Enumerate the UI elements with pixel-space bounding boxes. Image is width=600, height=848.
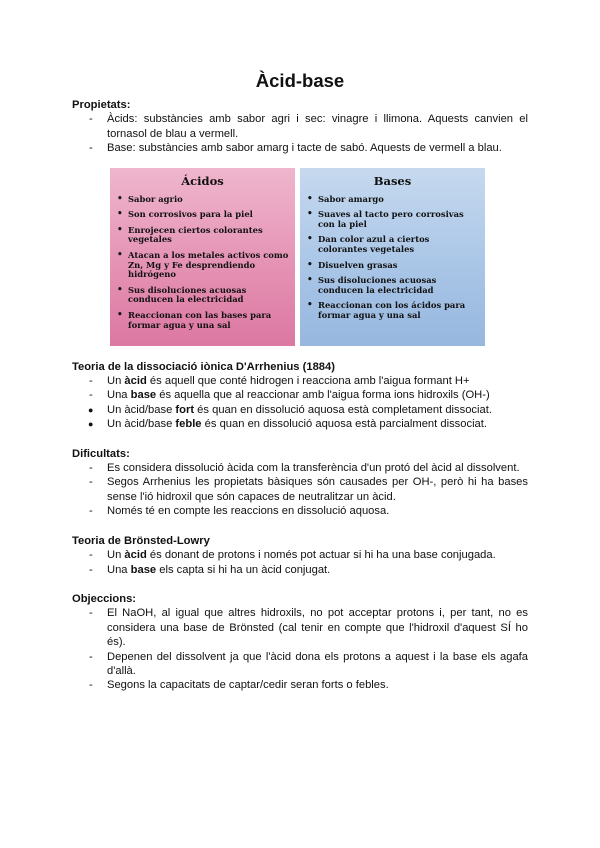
section-heading-propietats: Propietats: bbox=[72, 99, 131, 111]
list-item: - Segons la capacitats de captar/cedir seran forts o febles. bbox=[89, 679, 389, 692]
list-item: ● Un àcid/base feble és quan en dissolució aquosa està parcialment dissociat. bbox=[88, 418, 487, 431]
acidos-item: • Atacan a los metales activos como Zn, Mg y Fe desprendiendo hidrógeno bbox=[116, 251, 289, 280]
list-item: - Només té en compte les reaccions en dissolució aquosa. bbox=[89, 505, 390, 518]
list-item-text: Només té en compte les reaccions en dissolució aquosa. bbox=[107, 505, 390, 518]
list-item-text: El NaOH, al igual que altres hidroxils, no pot acceptar protons i, per tant, no es considera una base de Brönsted (cal tenir en compte que l'hidroxil d'aquest SÍ ho és). bbox=[107, 607, 528, 649]
text-run: és quan en dissolució aquosa està parcialment dissociat. bbox=[201, 418, 487, 431]
list-item-text: Segos Arrhenius les propietats bàsiques són causades per OH-, però hi ha bases sense l'ió hidroxil que són capaces de neutralitzar un àcid. bbox=[107, 476, 528, 503]
text-run: Una bbox=[107, 563, 131, 576]
list-item: - Una base els capta si hi ha un àcid conjugat. bbox=[89, 563, 331, 576]
section-heading-dificultats: Dificultats: bbox=[72, 447, 130, 460]
acidos-item: • Enrojecen ciertos colorantes vegetales bbox=[116, 226, 289, 245]
objeccions-list bbox=[72, 606, 528, 692]
bases-panel bbox=[300, 168, 485, 346]
list-item: - Es considera dissolució àcida com la transferència d'un protó del àcid al dissolvent. bbox=[89, 462, 520, 475]
section-heading-bronsted: Teoria de Brönsted-Lowry bbox=[72, 534, 210, 547]
bold-term: base bbox=[130, 563, 157, 576]
text-run: és donant de protons i només pot actuar si hi ha una base conjugada. bbox=[146, 549, 496, 562]
bases-item: • Disuelven grasas bbox=[306, 261, 479, 271]
text-run: Un àcid/base bbox=[107, 403, 176, 416]
acidos-item: • Son corrosivos para la piel bbox=[116, 210, 289, 220]
acidos-item: • Sabor agrio bbox=[116, 195, 289, 205]
list-item: - Àcids: substàncies amb sabor agri i sec: vinagre i llimona. Aquests canvien el tornasol de blau a vermell. bbox=[89, 113, 528, 140]
list-item-text: Segons la capacitats de captar/cedir seran forts o febles. bbox=[107, 679, 389, 692]
text-run: és aquella que al reaccionar amb l'aigua forma ions hidroxils (OH-) bbox=[156, 389, 490, 402]
list-item: - Un àcid és aquell que conté hidrogen i reacciona amb l'aigua formant H+ bbox=[89, 375, 470, 388]
section-heading-arrhenius: Teoria de la dissociació iònica D'Arrhenius (1884) bbox=[72, 360, 335, 373]
bases-item: • Suaves al tacto pero corrosivas con la piel bbox=[306, 210, 479, 229]
bold-term: àcid bbox=[124, 549, 147, 562]
list-item: - El NaOH, al igual que altres hidroxils, no pot acceptar protons i, per tant, no es considera una base de Brönsted (cal tenir en compte que l'hidroxil d'aquest SÍ ho és). bbox=[89, 607, 528, 649]
acidos-panel bbox=[110, 168, 295, 346]
list-item-text: Àcids: substàncies amb sabor agri i sec: vinagre i llimona. Aquests canvien el tornasol de blau a vermell. bbox=[107, 113, 528, 140]
acidos-item: • Sus disoluciones acuosas conducen la electricidad bbox=[116, 286, 289, 305]
list-item: - Base: substàncies amb sabor amarg i tacte de sabó. Aquests de vermell a blau. bbox=[89, 142, 502, 155]
bold-term: àcid bbox=[124, 375, 147, 388]
bold-term: fort bbox=[175, 403, 195, 416]
bases-item: • Dan color azul a ciertos colorantes vegetales bbox=[306, 235, 479, 254]
text-run: Un bbox=[107, 375, 125, 388]
document-title: Àcid-base bbox=[255, 70, 345, 91]
acidos-panel-title: Ácidos bbox=[181, 173, 224, 188]
acid-base-comparison-figure bbox=[110, 168, 490, 346]
bases-panel-title: Bases bbox=[373, 173, 412, 188]
dificultats-list bbox=[72, 461, 528, 519]
bold-term: feble bbox=[175, 418, 202, 431]
list-item: - Un àcid és donant de protons i només pot actuar si hi ha una base conjugada. bbox=[89, 549, 496, 562]
text-run: els capta si hi ha un àcid conjugat. bbox=[156, 563, 331, 576]
text-run: Un àcid/base bbox=[107, 418, 176, 431]
list-item: - Depenen del dissolvent ja que l'àcid dona els protons a aquest i la base els agafa d'allà. bbox=[89, 650, 528, 677]
text-run: és quan en dissolució aquosa està completament dissociat. bbox=[194, 403, 492, 416]
list-item: - Una base és aquella que al reaccionar amb l'aigua forma ions hidroxils (OH-) bbox=[89, 389, 490, 402]
bases-item: • Sus disoluciones acuosas conducen la electricidad bbox=[306, 276, 479, 295]
bases-item: • Sabor amargo bbox=[306, 195, 479, 205]
propietats-list bbox=[72, 112, 528, 155]
list-item-text: Base: substàncies amb sabor amarg i tacte de sabó. Aquests de vermell a blau. bbox=[107, 142, 502, 155]
bronsted-list bbox=[72, 548, 528, 577]
text-run: Una bbox=[107, 389, 131, 402]
document-page bbox=[72, 70, 528, 693]
text-run: Un bbox=[107, 549, 125, 562]
bold-term: base bbox=[130, 389, 157, 402]
acidos-item: • Reaccionan con las bases para formar agua y una sal bbox=[116, 311, 289, 330]
list-item: - Segos Arrhenius les propietats bàsiques són causades per OH-, però hi ha bases sense l'ió hidroxil que són capaces de neutralitzar un àcid. bbox=[89, 476, 528, 503]
list-item-text: Depenen del dissolvent ja que l'àcid dona els protons a aquest i la base els agafa d'allà. bbox=[107, 650, 528, 677]
section-heading-objeccions: Objeccions: bbox=[72, 592, 137, 605]
bases-item: • Reaccionan con los ácidos para formar agua y una sal bbox=[306, 301, 479, 320]
arrhenius-list bbox=[72, 374, 528, 432]
list-item-text: Es considera dissolució àcida com la transferència d'un protó del àcid al dissolvent. bbox=[107, 462, 520, 475]
list-item: ● Un àcid/base fort és quan en dissolució aquosa està completament dissociat. bbox=[88, 403, 492, 416]
text-run: és aquell que conté hidrogen i reacciona amb l'aigua formant H+ bbox=[146, 375, 470, 388]
